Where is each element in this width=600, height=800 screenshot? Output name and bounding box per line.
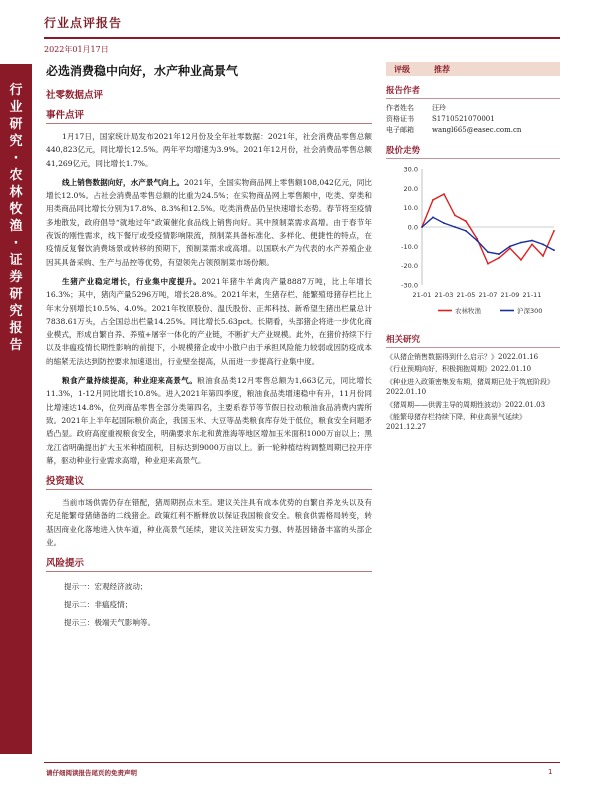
data-point bbox=[531, 240, 533, 242]
rating-value: 推荐 bbox=[434, 64, 450, 74]
section-heading-risk: 风险提示 bbox=[46, 558, 85, 570]
x-tick-label: 21-03 bbox=[434, 291, 454, 299]
section-rule bbox=[46, 489, 372, 490]
side-band-char: 研 bbox=[9, 287, 23, 302]
side-band-text bbox=[0, 82, 32, 354]
author-row-label: 电子邮箱 bbox=[386, 126, 414, 134]
data-point bbox=[454, 226, 456, 228]
stock-chart bbox=[386, 163, 560, 325]
data-point bbox=[520, 242, 522, 244]
author-row-label: 作者姓名 bbox=[386, 104, 414, 112]
data-point bbox=[432, 199, 434, 201]
chart-rule bbox=[386, 158, 560, 159]
side-band-char: 证 bbox=[9, 253, 23, 268]
related-report-link[interactable]: 《猪周期——供需主导的周期性波动》2022.01.03 bbox=[386, 400, 546, 409]
author-heading: 报告作者 bbox=[386, 86, 421, 96]
section-rule bbox=[46, 123, 372, 124]
data-point bbox=[421, 226, 423, 228]
chart-heading: 股价走势 bbox=[386, 146, 421, 156]
stock-chart-svg bbox=[386, 163, 560, 325]
data-point bbox=[553, 249, 555, 251]
data-point bbox=[498, 257, 500, 259]
side-band-char: · bbox=[13, 151, 19, 166]
report-date: 2022年01月17日 bbox=[44, 45, 109, 54]
data-point bbox=[487, 251, 489, 253]
paragraph-3-lead: 生猪产业稳定增长，行业集中度提升。 bbox=[62, 276, 202, 286]
side-band-char: · bbox=[13, 236, 19, 251]
author-row bbox=[386, 114, 560, 125]
related-report-link[interactable]: 《从猪企销售数据得到什么启示？》2022.01.16 bbox=[386, 353, 539, 361]
data-point bbox=[498, 253, 500, 255]
related-report-link[interactable]: 《种业进入政策密集发布期，猪周期已处于筑底阶段》2022.01.10 bbox=[386, 377, 554, 397]
data-point bbox=[553, 230, 555, 232]
data-point bbox=[454, 215, 456, 217]
legend-label: 沪深300 bbox=[517, 307, 543, 315]
side-band-char: 券 bbox=[9, 270, 23, 285]
side-band-char: 行 bbox=[9, 83, 23, 98]
data-point bbox=[487, 263, 489, 265]
x-tick-label: 21-05 bbox=[456, 291, 476, 299]
report-type-title: 行业点评报告 bbox=[44, 16, 123, 30]
data-point bbox=[443, 222, 445, 224]
side-band-char: 究 bbox=[9, 304, 23, 319]
report-subtitle: 社零数据点评 bbox=[46, 90, 104, 101]
paragraph-4 bbox=[46, 374, 372, 467]
side-band-char: 农 bbox=[9, 168, 23, 183]
author-row bbox=[386, 103, 560, 114]
y-tick-label: -20.0 bbox=[401, 262, 418, 271]
data-point bbox=[432, 216, 434, 218]
author-row-value: 汪玲 bbox=[432, 104, 446, 112]
risk-item: 提示二：非瘟疫情； bbox=[64, 600, 133, 610]
paragraph-2 bbox=[46, 176, 372, 269]
author-row bbox=[386, 125, 560, 136]
section-heading-advice: 投资建议 bbox=[46, 476, 85, 488]
data-point bbox=[465, 230, 467, 232]
paragraph-1: 1月17日，国家统计局发布2021年12月份及全年社零数据：2021年，社会消费品零售总额440,823亿元，同比增长12.5%。两年平均增速为3.9%。2021年12月份，社会消费品零售总额41,269亿元，同比增长1.7%。 bbox=[46, 132, 372, 168]
main-column bbox=[46, 62, 372, 632]
series-line-2 bbox=[422, 217, 554, 254]
x-tick-label: 21-07 bbox=[478, 291, 498, 299]
risk-item: 提示一：宏观经济波动； bbox=[64, 582, 148, 592]
x-tick-label: 21-01 bbox=[412, 291, 432, 299]
page-number: 1 bbox=[548, 768, 553, 776]
side-band-char: 牧 bbox=[9, 202, 23, 217]
related-report-link[interactable]: 《能繁母猪存栏持续下降，种业高景气延续》2021.12.27 bbox=[386, 413, 526, 432]
paragraph-4-lead: 粮食产量持续提高，种业迎来高景气。 bbox=[62, 376, 198, 386]
author-row-label: 资格证书 bbox=[386, 115, 414, 123]
advice-paragraph: 当前市场供需仍存在错配，猪周期拐点未至。建议关注具有成本优势的自繁自养龙头以及有充足能繁母猪储备的二线猪企。政策红利不断释放以保证我国粮食安全。粮食供需格局转变，转基因商业化落地进入快车道，种业高景气延续，建议关注研发实力强、转基因储备丰富的头部企业。 bbox=[46, 498, 372, 548]
data-point bbox=[542, 255, 544, 257]
data-point bbox=[476, 240, 478, 242]
side-band-char: 告 bbox=[9, 338, 23, 353]
side-band-char: 研 bbox=[9, 117, 23, 132]
related-report-link[interactable]: 《行业预期向好，积极拥抱周期》2022.01.10 bbox=[386, 365, 532, 374]
related-rule bbox=[386, 347, 560, 348]
related-heading: 相关研究 bbox=[386, 335, 421, 345]
side-band-char: 林 bbox=[9, 185, 23, 200]
paragraph-3-body: 2021年猪牛羊禽肉产量8887万吨，比上年增长16.3%；其中，猪肉产量5296万吨，增长28.8%。2021年末，生猪存栏、能繁殖母猪存栏比上年末分别增长10.5%、4.0%。2021年牧原股份、温氏股份、正邦科技、新希望生猪出栏量总计7838.61万头，占全国总出栏量14.25%。同比增长5.63pct。长期看，头部猪企将进一步优化商业模式，形成自繁自养、养殖+屠宰一体化的产业链，不断扩大产业规模。此外，在猪价持续下行以及非瘟疫情长期性影响的前提下，小规模猪企或中小散户由于承担风险能力较弱或因防疫成本的缩紧无法达到防控要求加速退出，行业壁垒提高，从而进一步提高行业集中度。 bbox=[46, 276, 372, 366]
side-band-char: 究 bbox=[9, 134, 23, 149]
y-tick-label: -10.0 bbox=[401, 242, 418, 251]
y-tick-label: 0.0 bbox=[407, 223, 418, 232]
y-tick-label: 30.0 bbox=[403, 165, 418, 174]
data-point bbox=[443, 193, 445, 195]
sidebar-column bbox=[386, 62, 560, 435]
y-tick-label: -30.0 bbox=[401, 281, 418, 290]
author-row-value: S1710521070001 bbox=[432, 115, 495, 123]
x-tick-label: 21-09 bbox=[500, 291, 520, 299]
data-point bbox=[520, 259, 522, 261]
y-tick-label: 10.0 bbox=[403, 204, 418, 213]
author-rule bbox=[386, 98, 560, 99]
legend-label: 农林牧渔 bbox=[455, 307, 481, 315]
risk-item: 提示三：极端天气影响等。 bbox=[64, 618, 156, 628]
data-point bbox=[509, 247, 511, 249]
report-title: 必选消费稳中向好，水产种业高景气 bbox=[46, 64, 239, 78]
section-heading-events: 事件点评 bbox=[46, 110, 85, 121]
paragraph-2-lead: 线上销售数据向好，水产景气向上。 bbox=[62, 177, 184, 187]
data-point bbox=[465, 220, 467, 222]
section-rule bbox=[46, 571, 372, 572]
data-point bbox=[542, 244, 544, 246]
author-row-value[interactable]: wangl665@easec.com.cn bbox=[432, 126, 522, 134]
side-band-char: 业 bbox=[9, 100, 23, 115]
footer-rule bbox=[44, 762, 560, 763]
rating-label: 评级 bbox=[394, 64, 410, 74]
x-tick-label: 21-11 bbox=[522, 291, 542, 299]
data-point bbox=[509, 245, 511, 247]
side-band-char: 报 bbox=[9, 321, 23, 336]
series-line-1 bbox=[422, 194, 554, 264]
y-tick-label: 20.0 bbox=[403, 184, 418, 193]
data-point bbox=[531, 244, 533, 246]
header-rule bbox=[44, 37, 560, 39]
side-band-char: 渔 bbox=[9, 219, 23, 234]
disclaimer-note: 请仔细阅读报告尾页的免责声明 bbox=[46, 769, 137, 777]
paragraph-2-body: 2021年，全国实物商品网上零售额108,042亿元，同比增长12.0%。占社会消费品零售总额的比重为24.5%；在实物商品网上零售额中，吃类、穿类和用类商品同比增长分别为17.8%、8.3%和12.5%。吃类消费品仍呈快速增长态势。春节将至疫情多地散发，政府倡导“就地过年”政策催化食品线上销售向好。其中预制菜需求高增。由于春节年夜饭的刚性需求，线下餐厅或受疫情影响限流，预制菜具备标准化、多样化、便捷性的特点，在疫情反复餐饮消费场景或转移的预期下，预制菜需求或高增。以国联水产为代表的水产养殖企业因其具备采购、生产与品控等优势，有望领先占领预制菜市场份额。 bbox=[46, 177, 372, 267]
rating-bar bbox=[386, 62, 560, 76]
paragraph-3 bbox=[46, 275, 372, 368]
paragraph-4-body: 粮油食品类12月零售总额为1,663亿元，同比增长11.3%，1-12月同比增长10.8%。进入2021年第四季度，粮油食品类增速稳中有升，11月份同比增速达14.8%，位列商品零售全部分类第四名，主要系春节等节假日拉动粮油食品消费内需所致。2021年上半年起国际粮价高企，我国玉米、大豆等品类粮食库存处于低位，粮食安全问题矛盾凸显。政府高度重视粮食安全，明确要求东北和黄淮海等地区增加玉米面积1000万亩以上；黑龙江省明确提出扩大玉米种植面积，目标达到9000万亩以上。新一轮种植结构调整周期已拉开序幕，驱动种业行业需求高增，种业迎来高景气。 bbox=[46, 376, 373, 465]
